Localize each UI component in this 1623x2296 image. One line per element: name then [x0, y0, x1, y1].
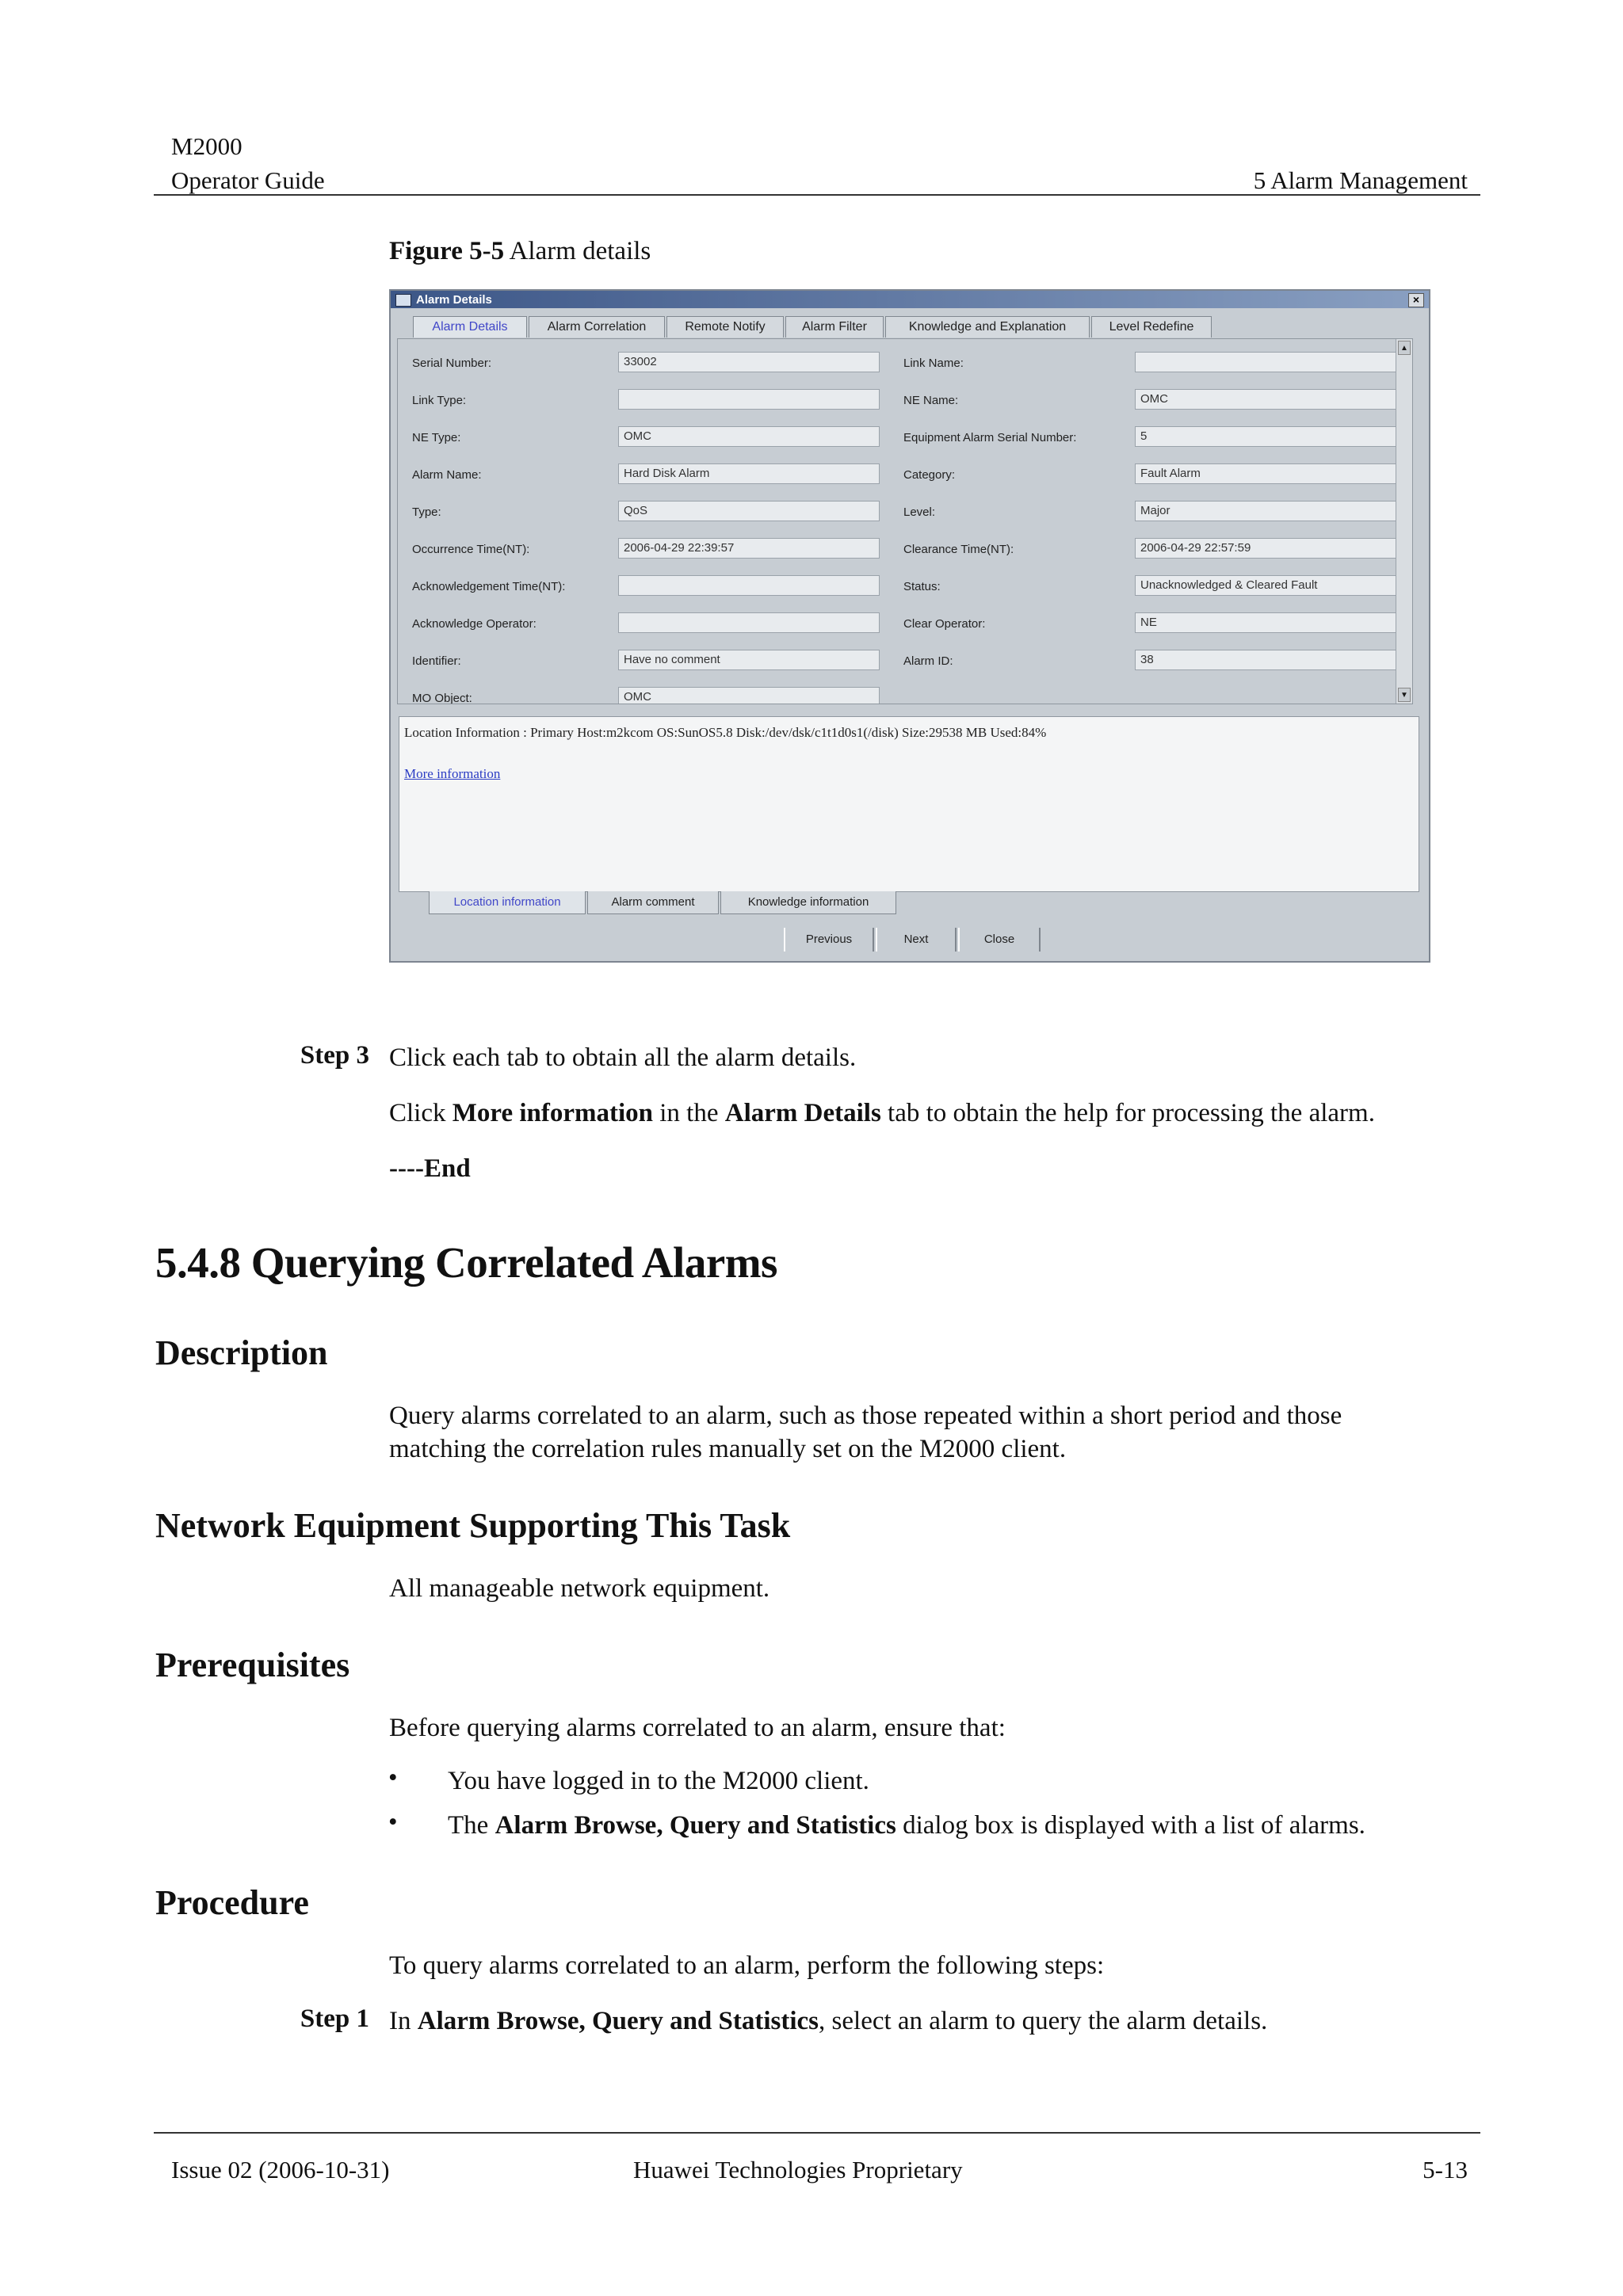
close-icon[interactable]: × [1408, 293, 1424, 307]
bullet-icon: • [388, 1808, 398, 1836]
scroll-up-icon[interactable]: ▲ [1398, 341, 1411, 355]
figure-label: Figure 5-5 [389, 237, 505, 265]
field-label: NE Name: [903, 394, 959, 407]
text-run-bold: Alarm Browse, Query and Statistics [417, 2007, 819, 2035]
dialog-titlebar [391, 291, 1429, 308]
alarm-fields-panel [397, 338, 1413, 704]
field-label: Link Name: [903, 357, 964, 370]
field-value[interactable]: Unacknowledged & Cleared Fault [1135, 575, 1396, 596]
step1-text [389, 2004, 1267, 2038]
more-information-link[interactable]: More information [404, 766, 501, 781]
dialog-title: Alarm Details [416, 293, 492, 307]
tab-alarm-correlation[interactable]: Alarm Correlation [529, 316, 665, 338]
field-label: Acknowledgement Time(NT): [412, 580, 566, 593]
footer-rule [154, 2132, 1480, 2134]
field-value[interactable]: OMC [618, 687, 880, 704]
step3-label: Step 3 [300, 1041, 369, 1070]
field-value[interactable] [618, 389, 880, 410]
description-line-1: Query alarms correlated to an alarm, such as those repeated within a short period and those [389, 1402, 1342, 1430]
footer-page-number: 5-13 [1423, 2156, 1468, 2183]
text-run: tab to obtain the help for processing the alarm. [880, 1099, 1375, 1127]
network-heading: Network Equipment Supporting This Task [155, 1506, 791, 1545]
fields-scrollbar[interactable] [1396, 339, 1412, 704]
footer-company: Huawei Technologies Proprietary [633, 2156, 963, 2183]
text-run-bold: Alarm Browse, Query and Statistics [495, 1811, 896, 1840]
field-label: Alarm Name: [412, 468, 482, 482]
text-run: , select an alarm to query the alarm details. [819, 2007, 1268, 2035]
field-label: Equipment Alarm Serial Number: [903, 431, 1077, 444]
prerequisites-intro: Before querying alarms correlated to an alarm, ensure that: [389, 1714, 1006, 1742]
window-app-icon [395, 294, 411, 307]
field-value[interactable] [618, 612, 880, 633]
procedure-heading: Procedure [155, 1883, 309, 1922]
header-product: M2000 [171, 132, 242, 160]
field-label: Link Type: [412, 394, 467, 407]
scroll-down-icon[interactable]: ▼ [1398, 688, 1411, 702]
close-button[interactable]: Close [958, 928, 1041, 952]
field-value[interactable]: QoS [618, 501, 880, 521]
prerequisite-item: You have logged in to the M2000 client. [448, 1767, 869, 1795]
field-label: Category: [903, 468, 956, 482]
field-value[interactable]: 33002 [618, 352, 880, 372]
figure-caption [389, 235, 651, 268]
text-run: In [389, 2007, 418, 2035]
field-value[interactable]: Hard Disk Alarm [618, 463, 880, 484]
tab-knowledge-explanation[interactable]: Knowledge and Explanation [885, 316, 1090, 338]
tab-knowledge-information[interactable]: Knowledge information [720, 891, 896, 914]
field-label: Identifier: [412, 654, 461, 668]
field-value[interactable]: 38 [1135, 650, 1396, 670]
field-value[interactable]: 2006-04-29 22:39:57 [618, 538, 880, 559]
prerequisites-heading: Prerequisites [155, 1646, 350, 1684]
description-heading: Description [155, 1333, 328, 1372]
header-chapter: 5 Alarm Management [1253, 166, 1468, 194]
field-value[interactable]: OMC [618, 426, 880, 447]
field-label: Occurrence Time(NT): [412, 543, 530, 556]
field-value[interactable]: Fault Alarm [1135, 463, 1396, 484]
tab-location-information[interactable]: Location information [429, 891, 586, 914]
text-run: in the [653, 1099, 725, 1127]
header-doc-title: Operator Guide [171, 166, 325, 194]
field-value[interactable]: 5 [1135, 426, 1396, 447]
text-run-bold: More information [452, 1099, 654, 1127]
step1-label: Step 1 [300, 2004, 369, 2033]
footer-issue: Issue 02 (2006-10-31) [171, 2156, 390, 2183]
field-label: Acknowledge Operator: [412, 617, 537, 631]
tab-alarm-comment[interactable]: Alarm comment [587, 891, 719, 914]
field-value[interactable]: NE [1135, 612, 1396, 633]
tab-level-redefine[interactable]: Level Redefine [1091, 316, 1212, 338]
field-value[interactable]: Have no comment [618, 650, 880, 670]
text-run: Click [389, 1099, 453, 1127]
field-label: Type: [412, 505, 441, 519]
field-label: Level: [903, 505, 936, 519]
field-value[interactable]: OMC [1135, 389, 1396, 410]
field-label: MO Object: [412, 692, 472, 704]
field-value[interactable] [1135, 352, 1396, 372]
location-info-panel [399, 716, 1419, 892]
prerequisite-item [448, 1811, 1365, 1840]
section-title: 5.4.8 Querying Correlated Alarms [155, 1238, 777, 1287]
field-label: Clearance Time(NT): [903, 543, 1014, 556]
field-value[interactable]: 2006-04-29 22:57:59 [1135, 538, 1396, 559]
step3-more-info-text [389, 1097, 1375, 1130]
location-info-text: Location Information : Primary Host:m2kcom OS:SunOS5.8 Disk:/dev/dsk/c1t1d0s1(/disk) Size:29538 MB Used:84% [404, 725, 1047, 740]
field-label: Clear Operator: [903, 617, 986, 631]
end-marker: ----End [389, 1154, 471, 1183]
field-label: Serial Number: [412, 357, 492, 370]
alarm-details-dialog [389, 289, 1430, 963]
tab-alarm-details[interactable]: Alarm Details [413, 316, 527, 338]
bullet-icon: • [388, 1764, 398, 1792]
next-button[interactable]: Next [876, 928, 957, 952]
text-run: dialog box is displayed with a list of alarms. [896, 1811, 1365, 1840]
field-label: Status: [903, 580, 941, 593]
tab-alarm-filter[interactable]: Alarm Filter [785, 316, 884, 338]
field-value[interactable] [618, 575, 880, 596]
field-label: NE Type: [412, 431, 461, 444]
figure-caption-text: Alarm details [509, 237, 651, 265]
text-run: The [448, 1811, 495, 1840]
network-text: All manageable network equipment. [389, 1574, 770, 1603]
field-value[interactable]: Major [1135, 501, 1396, 521]
text-run-bold: Alarm Details [724, 1099, 881, 1127]
description-line-2: matching the correlation rules manually set on the M2000 client. [389, 1435, 1067, 1463]
procedure-intro: To query alarms correlated to an alarm, perform the following steps: [389, 1951, 1105, 1980]
tab-remote-notify[interactable]: Remote Notify [666, 316, 784, 338]
step3-text: Click each tab to obtain all the alarm details. [389, 1043, 857, 1072]
field-label: Alarm ID: [903, 654, 953, 668]
previous-button[interactable]: Previous [784, 928, 874, 952]
header-rule [154, 194, 1480, 196]
